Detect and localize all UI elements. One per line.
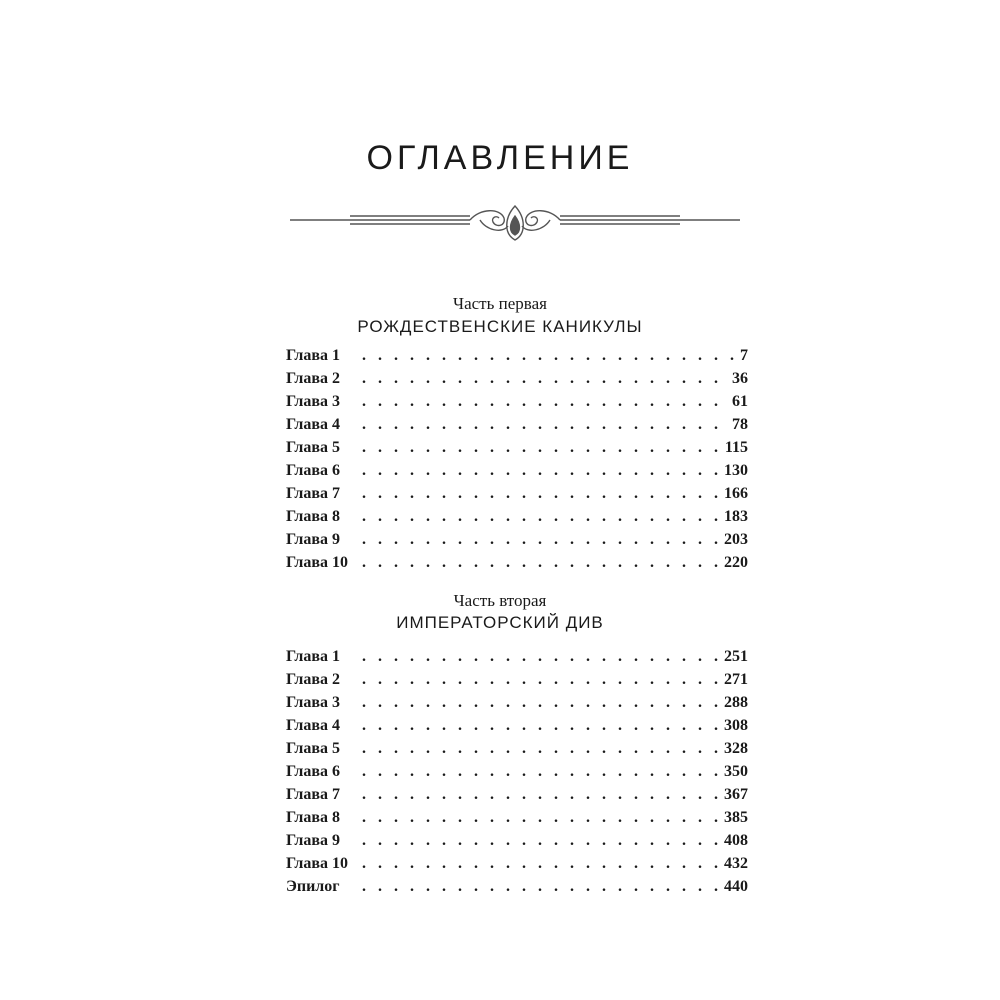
flourish-divider-icon bbox=[290, 198, 740, 248]
toc-dot-leader bbox=[362, 714, 720, 737]
toc-dot-leader bbox=[362, 875, 720, 898]
toc-entry[interactable] bbox=[286, 367, 748, 390]
toc-entry-page: 7 bbox=[740, 347, 748, 364]
toc-entry-page: 220 bbox=[724, 554, 748, 571]
part-one-chapter-list bbox=[286, 344, 748, 574]
toc-entry-page: 78 bbox=[732, 416, 748, 433]
toc-dot-leader bbox=[362, 413, 728, 436]
toc-entry-name: Глава 1 bbox=[286, 347, 340, 364]
toc-entry-page: 251 bbox=[724, 648, 748, 665]
toc-dot-leader bbox=[362, 645, 720, 668]
toc-entry-page: 385 bbox=[724, 809, 748, 826]
toc-dot-leader bbox=[362, 783, 720, 806]
toc-entry[interactable] bbox=[286, 691, 748, 714]
toc-entry[interactable] bbox=[286, 645, 748, 668]
toc-entry-name: Глава 8 bbox=[286, 508, 340, 525]
toc-entry-page: 271 bbox=[724, 671, 748, 688]
toc-entry[interactable] bbox=[286, 852, 748, 875]
toc-entry-name: Глава 3 bbox=[286, 694, 340, 711]
toc-entry-page: 36 bbox=[732, 370, 748, 387]
toc-entry-name: Глава 5 bbox=[286, 740, 340, 757]
toc-entry-page: 308 bbox=[724, 717, 748, 734]
toc-entry[interactable] bbox=[286, 806, 748, 829]
toc-entry-name: Глава 10 bbox=[286, 554, 348, 571]
toc-entry[interactable] bbox=[286, 436, 748, 459]
toc-entry-page: 130 bbox=[724, 462, 748, 479]
toc-entry-page: 408 bbox=[724, 832, 748, 849]
toc-entry-page: 183 bbox=[724, 508, 748, 525]
toc-dot-leader bbox=[362, 436, 721, 459]
toc-entry-name: Эпилог bbox=[286, 878, 340, 895]
toc-entry-name: Глава 2 bbox=[286, 370, 340, 387]
toc-entry-page: 328 bbox=[724, 740, 748, 757]
toc-dot-leader bbox=[362, 367, 728, 390]
part-one-title: РОЖДЕСТВЕНСКИЕ КАНИКУЛЫ bbox=[357, 317, 643, 336]
toc-entry[interactable] bbox=[286, 482, 748, 505]
part-two-label: Часть вторая bbox=[453, 591, 547, 610]
toc-entry-page: 166 bbox=[724, 485, 748, 502]
toc-dot-leader bbox=[362, 344, 736, 367]
toc-dot-leader bbox=[362, 668, 720, 691]
toc-entry-page: 115 bbox=[724, 439, 748, 456]
toc-entry[interactable] bbox=[286, 344, 748, 367]
toc-entry[interactable] bbox=[286, 528, 748, 551]
toc-dot-leader bbox=[362, 691, 720, 714]
toc-entry[interactable] bbox=[286, 551, 748, 574]
toc-entry[interactable] bbox=[286, 829, 748, 852]
toc-entry[interactable] bbox=[286, 875, 748, 898]
toc-entry-name: Глава 4 bbox=[286, 416, 340, 433]
toc-entry-name: Глава 7 bbox=[286, 485, 340, 502]
part-two-title: ИМПЕРАТОРСКИЙ ДИВ bbox=[396, 613, 604, 632]
toc-dot-leader bbox=[362, 551, 720, 574]
toc-dot-leader bbox=[362, 459, 720, 482]
toc-entry[interactable] bbox=[286, 737, 748, 760]
toc-dot-leader bbox=[362, 852, 720, 875]
toc-entry[interactable] bbox=[286, 505, 748, 528]
part-one-label: Часть первая bbox=[453, 294, 547, 313]
toc-entry[interactable] bbox=[286, 413, 748, 436]
toc-entry-page: 432 bbox=[724, 855, 748, 872]
toc-dot-leader bbox=[362, 528, 720, 551]
toc-entry-name: Глава 4 bbox=[286, 717, 340, 734]
toc-dot-leader bbox=[362, 482, 720, 505]
toc-entry-name: Глава 1 bbox=[286, 648, 340, 665]
toc-entry-name: Глава 8 bbox=[286, 809, 340, 826]
toc-entry-page: 367 bbox=[724, 786, 748, 803]
toc-entry-name: Глава 10 bbox=[286, 855, 348, 872]
toc-dot-leader bbox=[362, 390, 728, 413]
toc-entry-name: Глава 5 bbox=[286, 439, 340, 456]
toc-entry[interactable] bbox=[286, 714, 748, 737]
toc-entry-name: Глава 6 bbox=[286, 763, 340, 780]
toc-entry-page: 350 bbox=[724, 763, 748, 780]
part-two-chapter-list bbox=[286, 645, 748, 898]
toc-entry-page: 203 bbox=[724, 531, 748, 548]
toc-dot-leader bbox=[362, 760, 720, 783]
page-title: ОГЛАВЛЕНИЕ bbox=[366, 139, 634, 177]
toc-entry[interactable] bbox=[286, 760, 748, 783]
toc-entry-page: 440 bbox=[724, 878, 748, 895]
toc-entry-page: 61 bbox=[732, 393, 748, 410]
toc-entry[interactable] bbox=[286, 390, 748, 413]
toc-dot-leader bbox=[362, 806, 720, 829]
toc-entry-name: Глава 9 bbox=[286, 531, 340, 548]
toc-entry-name: Глава 9 bbox=[286, 832, 340, 849]
toc-entry[interactable] bbox=[286, 668, 748, 691]
toc-entry[interactable] bbox=[286, 783, 748, 806]
toc-dot-leader bbox=[362, 737, 720, 760]
toc-entry-name: Глава 6 bbox=[286, 462, 340, 479]
toc-entry-name: Глава 2 bbox=[286, 671, 340, 688]
toc-dot-leader bbox=[362, 829, 720, 852]
toc-entry[interactable] bbox=[286, 459, 748, 482]
toc-dot-leader bbox=[362, 505, 720, 528]
toc-entry-page: 288 bbox=[724, 694, 748, 711]
toc-entry-name: Глава 3 bbox=[286, 393, 340, 410]
toc-entry-name: Глава 7 bbox=[286, 786, 340, 803]
